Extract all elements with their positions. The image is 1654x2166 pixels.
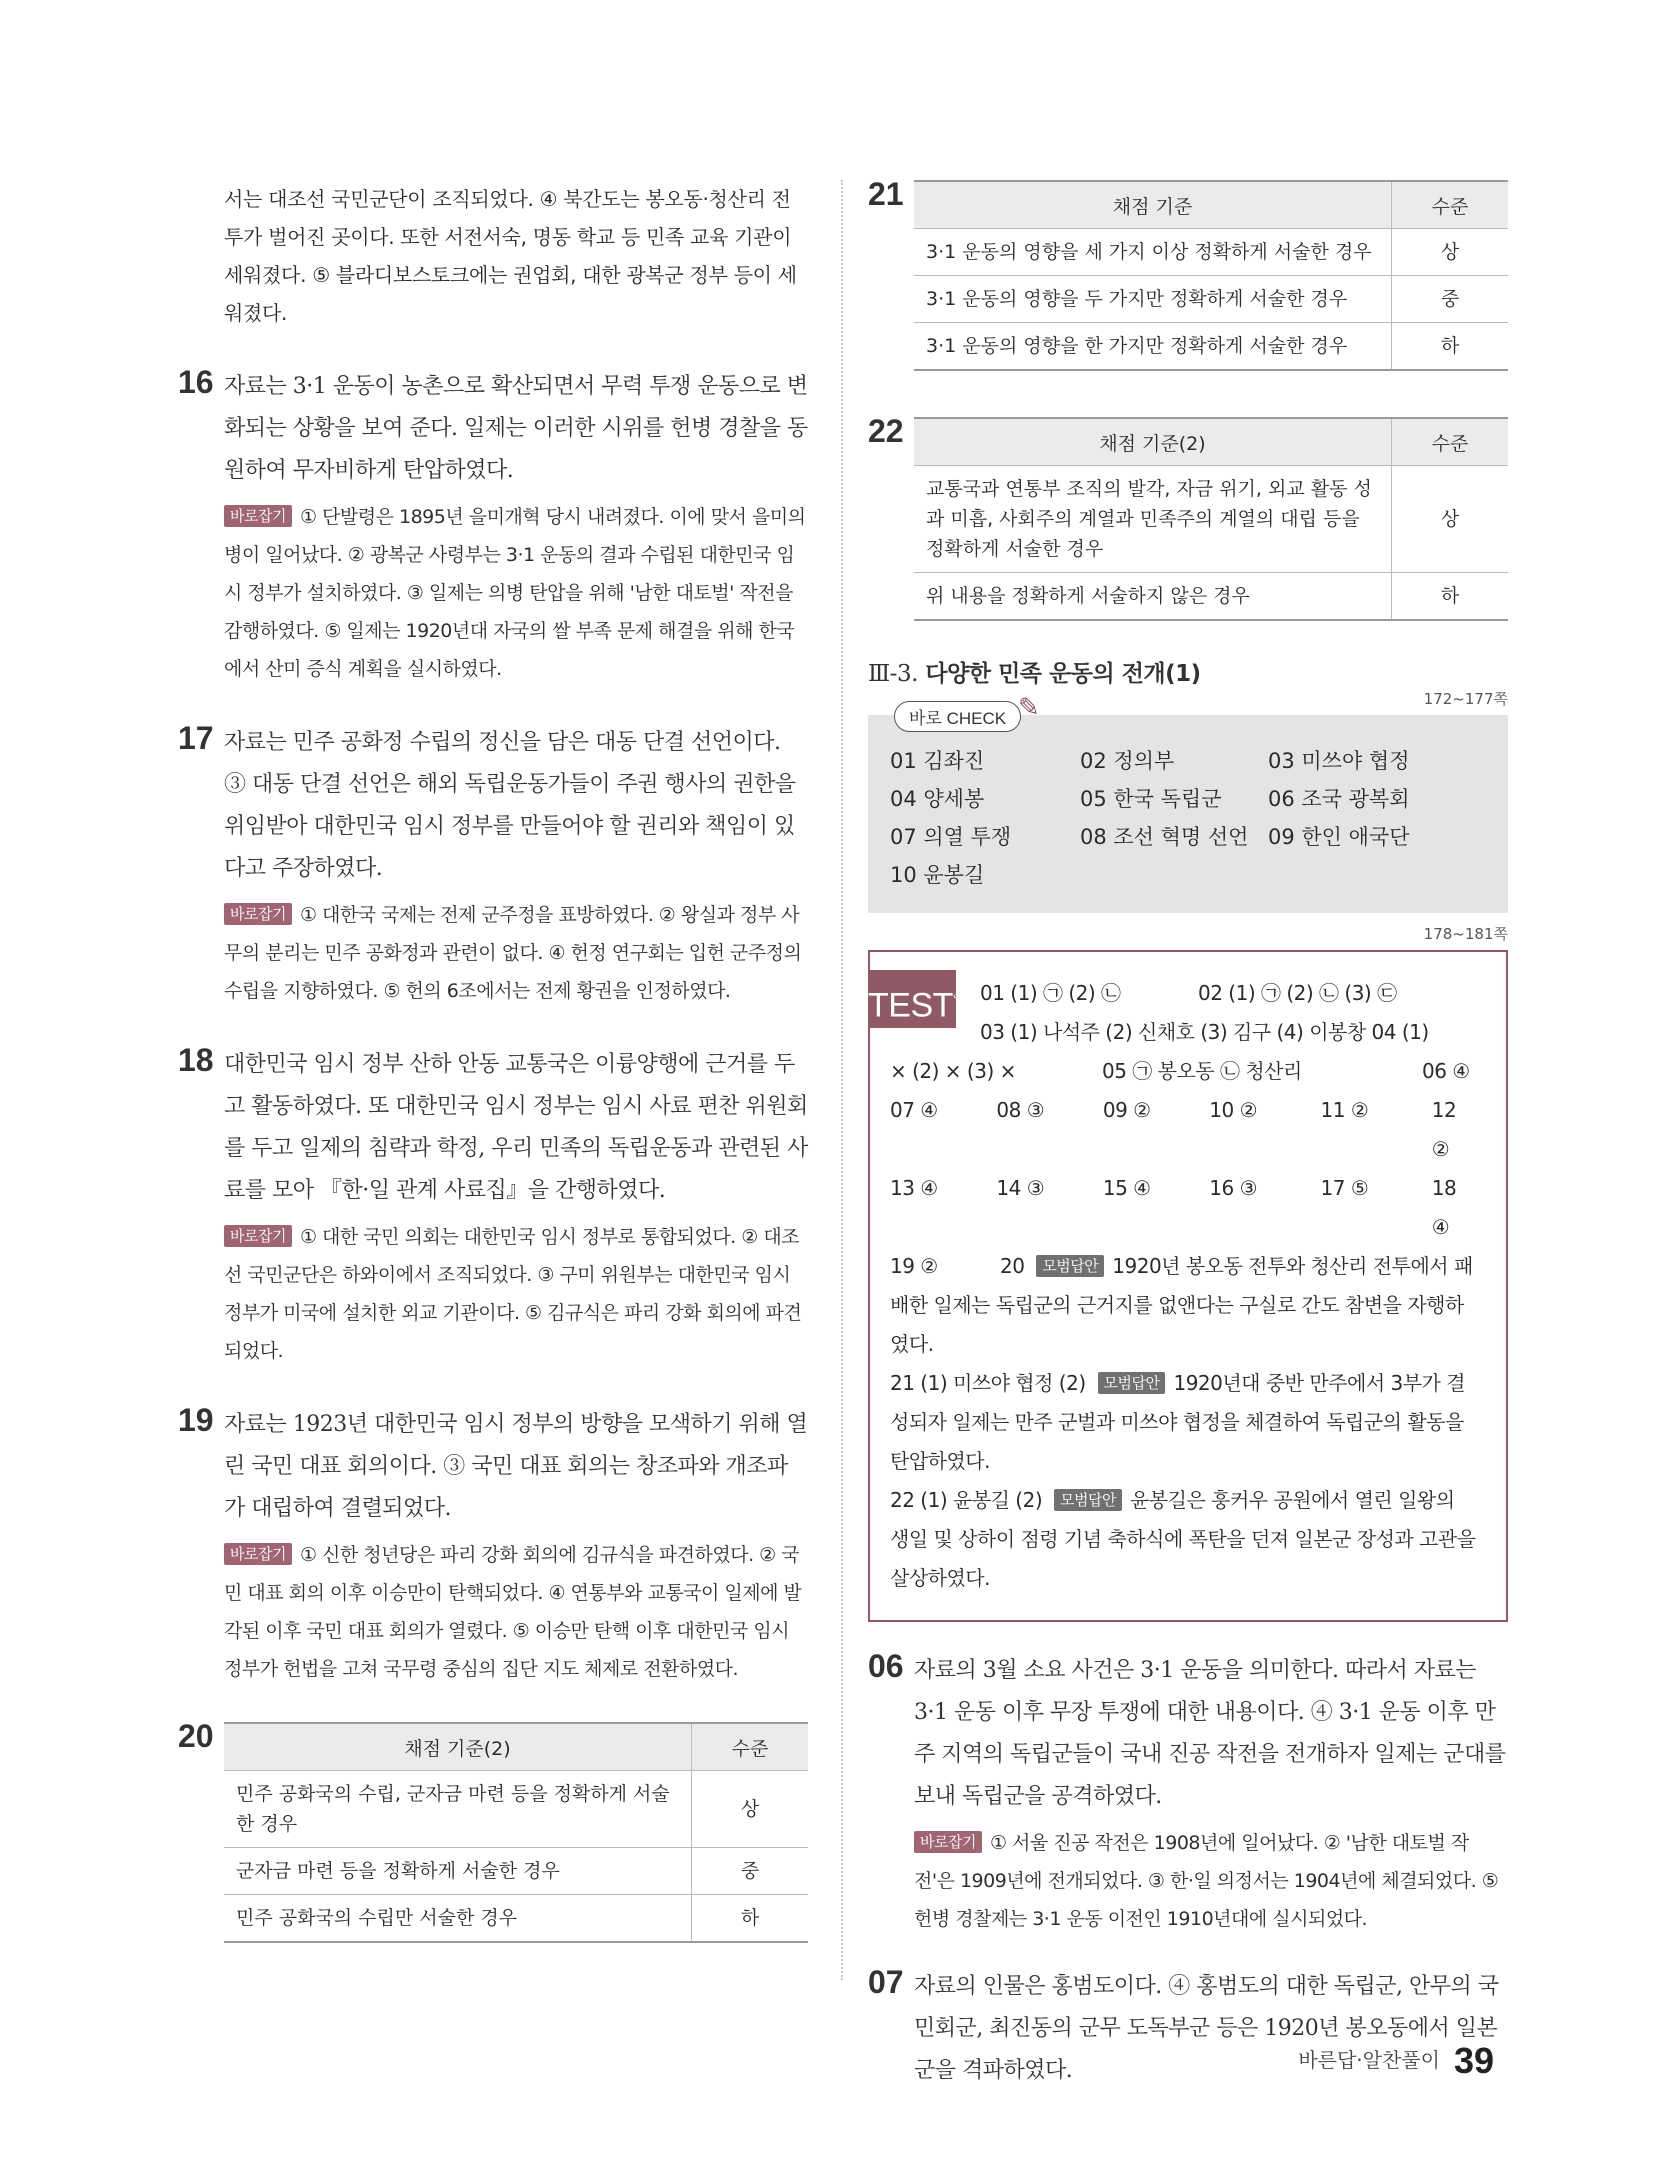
correction-note [224,498,808,688]
level-cell: 중 [1392,276,1509,323]
section-number: Ⅲ-3. [868,661,918,687]
criteria-cell: 민주 공화국의 수립, 군자금 마련 등을 정확하게 서술한 경우 [224,1771,692,1848]
correction-badge: 바로잡기 [914,1831,982,1853]
question-18 [178,1044,808,1370]
check-label: 바로 CHECK [894,701,1021,732]
criteria-cell: 3·1 운동의 영향을 한 가지만 정확하게 서술한 경우 [914,323,1392,371]
level-cell: 상 [1392,229,1509,276]
question-number: 19 [178,1402,214,1438]
question-20 [178,1718,808,1943]
section-heading: 다양한 민족 운동의 전개(1) [925,661,1201,687]
criteria-header: 채점 기준 [914,181,1392,229]
scoring-table [914,417,1508,621]
criteria-cell: 3·1 운동의 영향을 두 가지만 정확하게 서술한 경우 [914,276,1392,323]
correction-text: ① 서울 진공 작전은 1908년에 일어났다. ② '남한 대토벌 작전'은 1909년에 전개되었다. ③ 한·일 의정서는 1904년에 체결되었다. ⑤ 헌병 경찰제는 3·1 운동 이전인 1910년대에 실시되었다. [914,1832,1499,1930]
check-answer: 03 미쓰야 협정 [1268,749,1410,773]
test-row: 07 ④ 08 ③ 09 ② 10 ② 11 ② 12 ② [890,1098,1457,1161]
level-cell: 중 [692,1848,809,1895]
continuation-text: 서는 대조선 국민군단이 조직되었다. ④ 북간도는 봉오동·청산리 전투가 벌어진 곳이다. 또한 서전서숙, 명동 학교 등 민족 교육 기관이 세워졌다. ⑤ 블라디보스토크에는 권업회, 대한 광복군 정부 등이 세워졌다. [224,187,797,325]
left-column [178,180,808,1943]
question-number: 22 [868,413,904,449]
question-number: 20 [178,1718,214,1754]
question-explanation: 자료는 민주 공화정 수립의 정신을 담은 대동 단결 선언이다. ③ 대동 단결 선언은 해외 독립운동가들이 주권 행사의 권한을 위임받아 대한민국 임시 정부를 만들어야 할 권리와 책임이 있다고 주장하였다. [224,730,796,881]
criteria-cell: 민주 공화국의 수립만 서술한 경우 [224,1895,692,1943]
level-cell: 하 [1392,573,1509,621]
level-cell: 하 [692,1895,809,1943]
correction-badge: 바로잡기 [224,903,292,925]
page-range: 178~181쪽 [1423,925,1508,943]
check-answer: 08 조선 혁명 선언 [1080,825,1249,849]
question-16 [178,366,808,688]
criteria-cell: 군자금 마련 등을 정확하게 서술한 경우 [224,1848,692,1895]
table-row [914,466,1508,573]
table-row [914,229,1508,276]
correction-badge: 바로잡기 [224,1225,292,1247]
page-footer [1298,2040,1494,2082]
model-answer-badge: 모범답안 [1098,1372,1166,1394]
table-row [224,1895,808,1943]
test-answer-22: 22 (1) 윤봉길 (2) 모범답안 윤봉길은 훙커우 공원에서 열린 일왕의 생일 및 상하이 점령 기념 축하식에 폭탄을 던져 일본군 장성과 고관을 살상하였다. [890,1488,1476,1590]
correction-text: ① 단발령은 1895년 을미개혁 당시 내려졌다. 이에 맞서 을미의병이 일어났다. ② 광복군 사령부는 3·1 운동의 결과 수립된 대한민국 임시 정부가 설치하였다. ③ 일제는 의병 탄압을 위해 '남한 대토벌' 작전을 감행하였다. ⑤ 일제는 1920년대 자국의 쌀 부족 문제 해결을 위해 한국에서 산미 증식 계획을 실시하였다. [224,506,806,680]
correction-note [224,1536,808,1688]
test-row: 13 ④ 14 ③ 15 ④ 16 ③ 17 ⑤ 18 ④ [890,1176,1457,1239]
question-number: 18 [178,1042,214,1078]
question-21 [868,176,1508,371]
check-answer: 05 한국 독립군 [1080,787,1222,811]
question-17 [178,722,808,1010]
question-06 [868,1650,1508,1938]
question-explanation: 자료의 인물은 홍범도이다. ④ 홍범도의 대한 독립군, 안무의 국민회군, 최진동의 군무 도독부군 등은 1920년 봉오동에서 일본군을 격파하였다. [914,1974,1499,2083]
correction-badge: 바로잡기 [224,1543,292,1565]
table-row [224,1848,808,1895]
correction-text: ① 신한 청년당은 파리 강화 회의에 김규식을 파견하였다. ② 국민 대표 회의 이후 이승만이 탄핵되었다. ④ 연통부와 교통국이 일제에 발각된 이후 국민 대표 회의가 열렸다. ⑤ 이승만 탄핵 이후 대한민국 임시 정부가 헌법을 고쳐 국무령 중심의 집단 지도 체제로 전환하였다. [224,1544,802,1680]
question-number: 16 [178,364,214,400]
question-19 [178,1404,808,1688]
check-answer: 09 한인 애국단 [1268,825,1410,849]
book-title: 바른답·알찬풀이 [1298,2048,1440,2072]
criteria-cell: 위 내용을 정확하게 서술하지 않은 경우 [914,573,1392,621]
test-answer-20: 19 ② 20 모범답안 1920년 봉오동 전투와 청산리 전투에서 패배한 일제는 독립군의 근거지를 없앤다는 구실로 간도 참변을 자행하였다. [890,1254,1473,1356]
check-answer: 06 조국 광복회 [1268,787,1410,811]
scoring-table [914,180,1508,371]
level-cell: 상 [1392,466,1509,573]
test-row: × (2) × (3) × 05 ㉠ 봉오동 ㉡ 청산리 06 ④ [890,1059,1470,1083]
test-row: 03 (1) 나석주 (2) 신채호 (3) 김구 (4) 이봉창 04 (1) [980,1020,1429,1044]
check-answer: 10 윤봉길 [890,863,985,887]
test-row: 01 (1) ㉠ (2) ㉡ 02 (1) ㉠ (2) ㉡ (3) ㉢ [980,981,1397,1005]
pin-icon: ✎ [1018,693,1040,723]
check-answer: 02 정의부 [1080,749,1175,773]
level-header: 수준 [1392,418,1509,466]
question-explanation: 대한민국 임시 정부 산하 안동 교통국은 이륭양행에 근거를 두고 활동하였다. 또 대한민국 임시 정부는 임시 사료 편찬 위원회를 두고 일제의 침략과 학정, 우리 민족의 독립운동과 관련된 사료를 모아 『한·일 관계 사료집』을 간행하였다. [224,1052,808,1203]
table-row [914,276,1508,323]
scoring-table [224,1722,808,1943]
question-explanation: 자료의 3월 소요 사건은 3·1 운동을 의미한다. 따라서 자료는 3·1 운동 이후 무장 투쟁에 대한 내용이다. ④ 3·1 운동 이후 만주 지역의 독립군들이 국내 진공 작전을 전개하자 일제는 군대를 보내 독립군을 공격하였다. [914,1658,1506,1809]
correction-text: ① 대한국 국제는 전제 군주정을 표방하였다. ② 왕실과 정부 사무의 분리는 민주 공화정과 관련이 없다. ④ 헌정 연구회는 입헌 군주정의 수립을 지향하였다. ⑤ 헌의 6조에서는 전제 황권을 인정하였다. [224,904,802,1002]
check-answer: 04 양세봉 [890,787,985,811]
question-22 [868,413,1508,621]
table-row [914,323,1508,371]
test-answers-box [868,950,1508,1622]
criteria-header: 채점 기준(2) [224,1723,692,1771]
level-cell: 하 [1392,323,1509,371]
check-answer: 07 의열 투쟁 [890,825,1012,849]
correction-text: ① 대한 국민 의회는 대한민국 임시 정부로 통합되었다. ② 대조선 국민군단은 하와이에서 조직되었다. ③ 구미 위원부는 대한민국 임시 정부가 미국에 설치한 외교 기관이다. ⑤ 김규식은 파리 강화 회의에 파견되었다. [224,1226,802,1362]
section-title [868,655,1508,688]
level-header: 수준 [1392,181,1509,229]
criteria-cell: 교통국과 연통부 조직의 발각, 자금 위기, 외교 활동 성과 미흡, 사회주의 계열과 민족주의 계열의 대립 등을 정확하게 서술한 경우 [914,466,1392,573]
question-number: 21 [868,176,904,212]
page-number: 39 [1453,2040,1494,2081]
level-header: 수준 [692,1723,809,1771]
check-answer: 01 김좌진 [890,749,985,773]
criteria-cell: 3·1 운동의 영향을 세 가지 이상 정확하게 서술한 경우 [914,229,1392,276]
correction-note [224,1218,808,1370]
correction-badge: 바로잡기 [224,505,292,527]
question-number: 07 [868,1964,904,2000]
level-cell: 상 [692,1771,809,1848]
question-number: 17 [178,720,214,756]
test-tag: TEST° [868,970,956,1028]
right-column [868,176,1508,2092]
question-number: 06 [868,1648,904,1684]
correction-note [914,1824,1508,1938]
page-range: 172~177쪽 [1423,690,1508,708]
table-row [914,573,1508,621]
criteria-header: 채점 기준(2) [914,418,1392,466]
model-answer-badge: 모범답안 [1054,1489,1122,1511]
table-row [224,1771,808,1848]
column-divider [841,180,843,1980]
question-explanation: 자료는 1923년 대한민국 임시 정부의 방향을 모색하기 위해 열린 국민 대표 회의이다. ③ 국민 대표 회의는 창조파와 개조파가 대립하여 결렬되었다. [224,1412,808,1521]
test-answer-21: 21 (1) 미쓰야 협정 (2) 모범답안 1920년대 중반 만주에서 3부가 결성되자 일제는 만주 군벌과 미쓰야 협정을 체결하여 독립군의 활동을 탄압하였다. [890,1371,1466,1473]
check-answers [890,745,1486,891]
correction-note [224,896,808,1010]
model-answer-badge: 모범답안 [1036,1255,1104,1277]
question-explanation: 자료는 3·1 운동이 농촌으로 확산되면서 무력 투쟁 운동으로 변화되는 상황을 보여 준다. 일제는 이러한 시위를 헌병 경찰을 동원하여 무자비하게 탄압하였다. [224,374,808,483]
